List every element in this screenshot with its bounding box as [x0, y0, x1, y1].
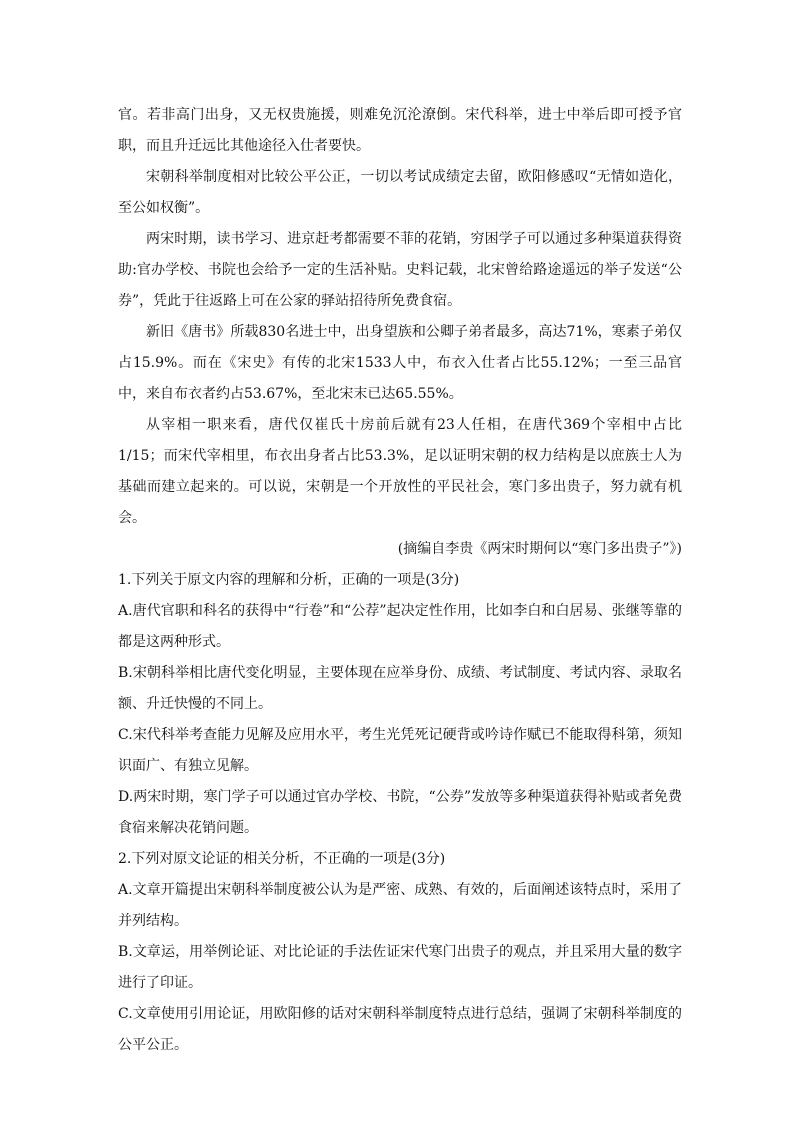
article-source: (摘编自李贵《两宋时期何以“寒门多出贵子”》)	[397, 541, 682, 557]
question-1-option-a: A.唐代官职和科名的获得中“行卷”和“公荐”起决定性作用，比如李白和白居易、张继等靠的都是这两种形式。	[118, 603, 682, 650]
article-paragraph-4: 新旧《唐书》所载830名进士中，出身望族和公卿子弟者最多，高达71%，寒素子弟仅占15.9%。而在《宋史》有传的北宋1533人中，布衣入仕者占比55.12%；一至三品官中，来自布衣者约占53.67%，至北宋末已达65.55%。	[118, 324, 682, 402]
question-1-stem: 1.下列关于原文内容的理解和分析，正确的一项是(3分)	[118, 572, 460, 588]
question-1-option-c: C.宋代科举考查能力见解及应用水平，考生光凭死记硬背或吟诗作赋已不能取得科第，须知识面广、有独立见解。	[118, 727, 682, 774]
article-paragraph-5: 从宰相一职来看，唐代仅崔氏十房前后就有23人任相，在唐代369个宰相中占比1/15；而宋代宰相里，布衣出身者占比53.3%，足以证明宋朝的权力结构是以庶族士人为基础而建立起来的。可以说，宋朝是一个开放性的平民社会，寒门多出贵子，努力就有机会。	[118, 417, 682, 526]
question-2-option-b: B.文章运，用举例论证、对比论证的手法佐证宋代寒门出贵子的观点，并且采用大量的数字进行了印证。	[118, 944, 682, 991]
document-page	[118, 100, 682, 1061]
question-1-option-b: B.宋朝科举相比唐代变化明显，主要体现在应举身份、成绩、考试制度、考试内容、录取名额、升迁快慢的不同上。	[118, 665, 682, 712]
question-1-option-d: D.两宋时期，寒门学子可以通过官办学校、书院，“公券”发放等多种渠道获得补贴或者免费食宿来解决花销问题。	[118, 789, 682, 836]
question-2-option-a: A.文章开篇提出宋朝科举制度被公认为是严密、成熟、有效的，后面阐述该特点时，采用了并列结构。	[118, 882, 682, 929]
article-paragraph-3: 两宋时期，读书学习、进京赶考都需要不菲的花销，穷困学子可以通过多种渠道获得资助:官办学校、书院也会给予一定的生活补贴。史料记载，北宋曾给路途遥远的举子发送“公券”，凭此于往返路上可在公家的驿站招待所免费食宿。	[118, 231, 682, 309]
article-paragraph-1: 官。若非高门出身，又无权贵施援，则难免沉沦潦倒。宋代科举，进士中举后即可授予官职，而且升迁远比其他途径入仕者要快。	[118, 107, 682, 154]
question-2-stem: 2.下列对原文论证的相关分析，不正确的一项是(3分)	[118, 851, 446, 867]
article-paragraph-2: 宋朝科举制度相对比较公平公正，一切以考试成绩定去留，欧阳修感叹“无情如造化，至公如权衡”。	[118, 169, 682, 216]
question-2-option-c: C.文章使用引用论证，用欧阳修的话对宋朝科举制度特点进行总结，强调了宋朝科举制度的公平公正。	[118, 1006, 682, 1053]
